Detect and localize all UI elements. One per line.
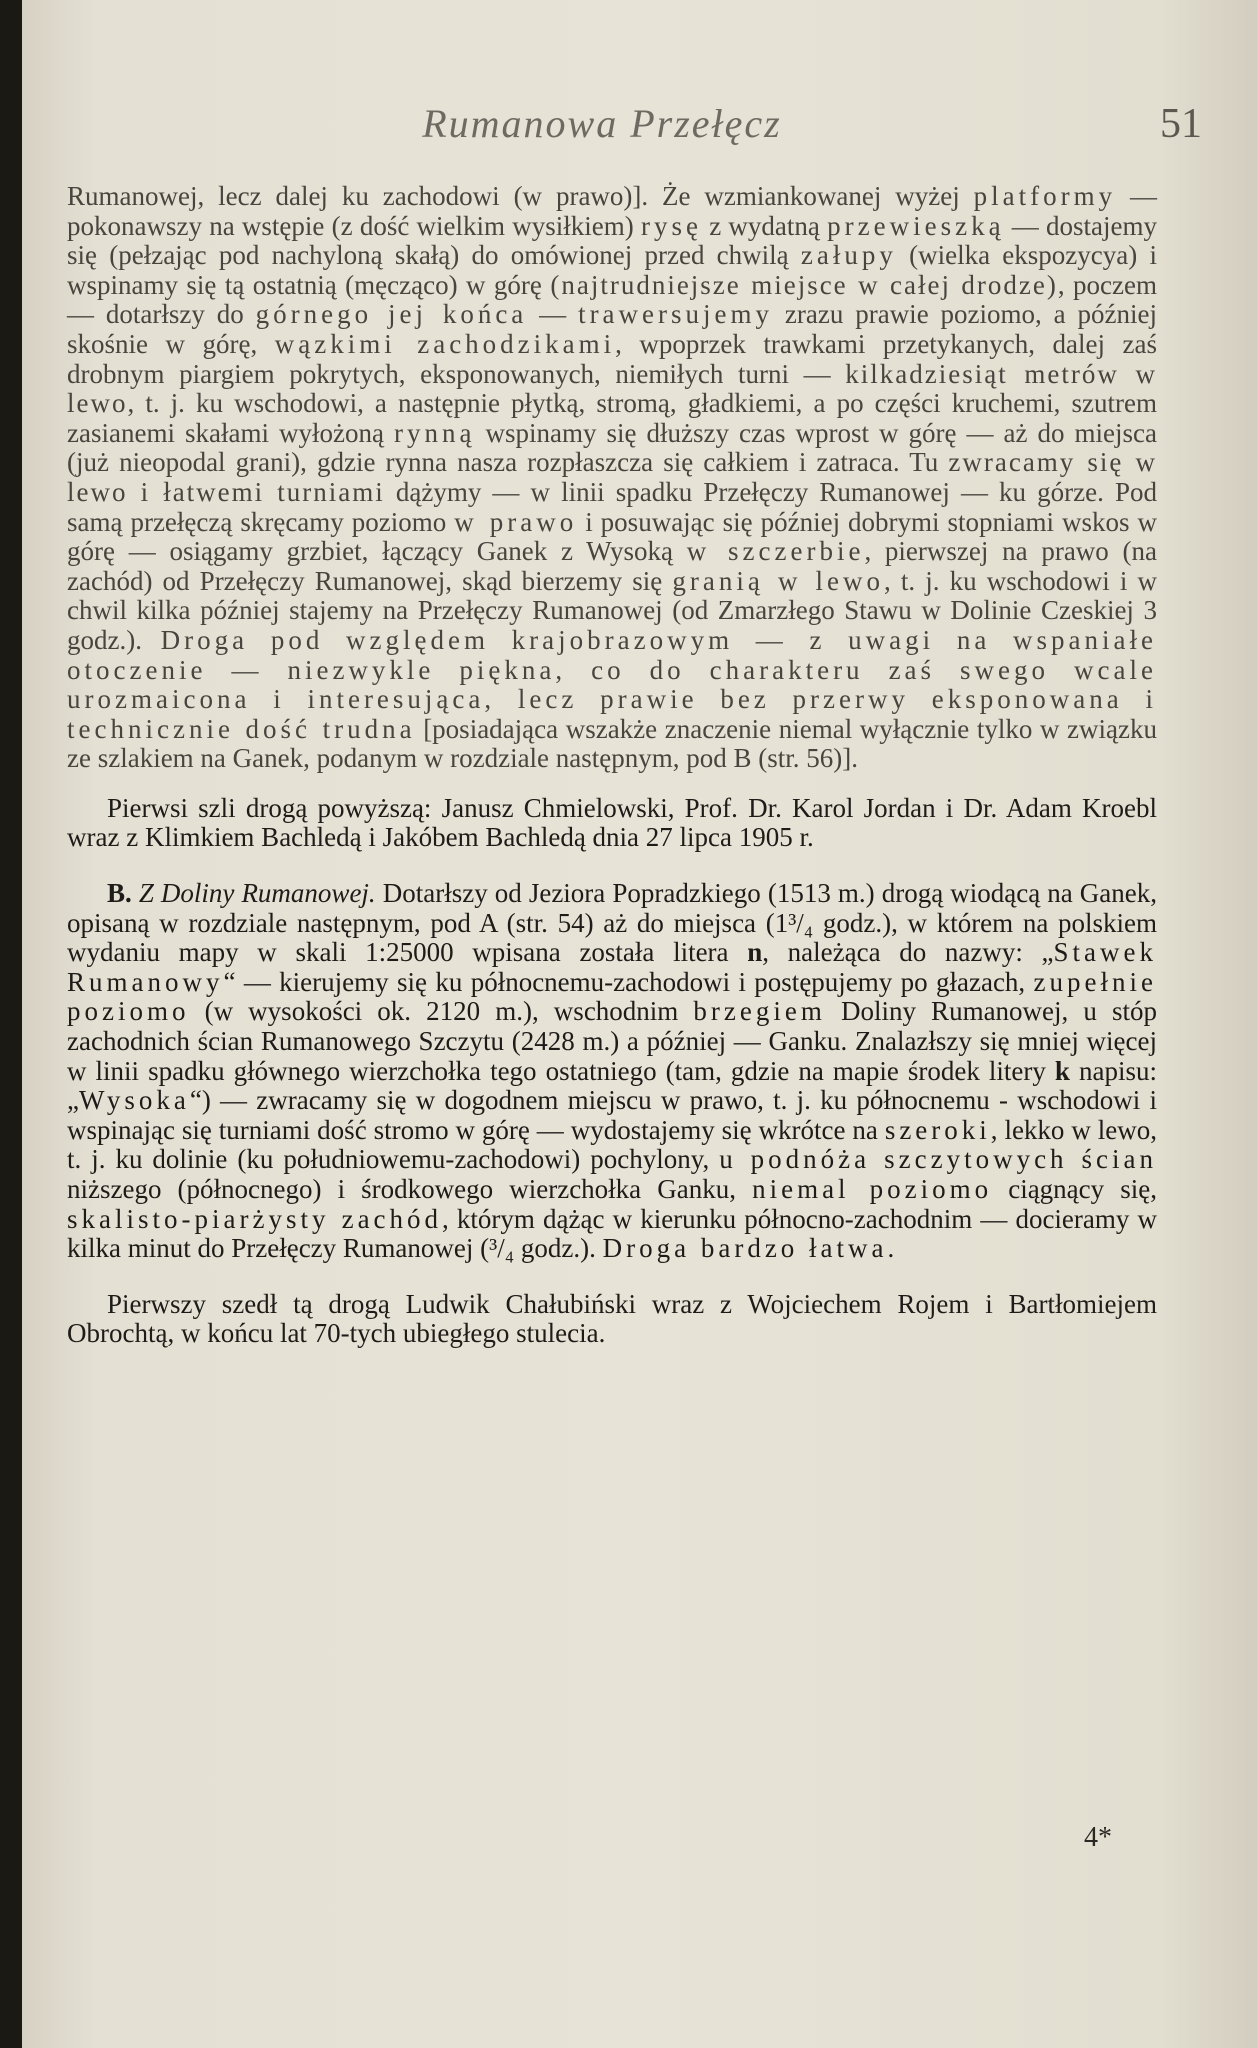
- spaced-term: zupełnie poziomo: [67, 966, 1157, 1027]
- spaced-term: rysę: [641, 210, 702, 241]
- text-run: , poczem — dotarłszy do: [67, 269, 1158, 330]
- page-header: [22, 100, 1257, 170]
- text-run: [posiadająca wszakże znaczenie niemal wyłącznie tylko w związku ze szlakiem na Ganek, podanym w rozdziale następnym, pod B (str. 56)].: [67, 713, 1157, 774]
- spaced-term: w prawo: [454, 506, 578, 537]
- section-heading: Z Doliny Rumanowej.: [138, 878, 376, 909]
- spaced-term: platformy: [973, 181, 1117, 211]
- spaced-term: górnego jej końca: [255, 299, 528, 330]
- text-run: , którym dążąc w kierunku północno-zachodnim — docieramy w kilka minut do Przełęczy Rumanowej (³/₄ godz.).: [67, 1203, 1158, 1264]
- spaced-term: kilkadziesiąt metrów w lewo: [67, 358, 1157, 419]
- paragraph-gap: [67, 853, 1157, 879]
- text-run: , t. j. ku wschodowi, a następnie płytką, stromą, gładkiemi, a po części kruchemi, szutrem zasianemi skałami wyłożoną: [67, 388, 1157, 448]
- spaced-term: brzegiem: [693, 996, 826, 1027]
- spaced-term: u podnóża szczytowych ścian: [719, 1144, 1158, 1175]
- paragraph-gap: [67, 774, 1157, 794]
- text-run: Doliny Rumanowej, u stóp zachodnich ścian Rumanowego Szczytu (2428 m.) a później — Ganku. Znalazłszy się mniej więcej w linii spadku głównego wierzchołka tego ostatniego (tam, gdzie na mapie środek litery: [67, 996, 1157, 1086]
- text-run: dążymy — w linii spadku Przełęczy Rumanowej — ku górze. Pod samą przełęczą skręcamy poziomo: [67, 476, 1157, 537]
- spaced-term: przewieszką: [827, 210, 1005, 241]
- text-run: z wydatną: [701, 210, 828, 241]
- text-run: i posuwając się później dobrymi stopniami wskos w górę — osiągamy grzbiet, łączący Ganek z Wysoką: [67, 506, 1158, 567]
- paragraph-gap: [67, 1264, 1157, 1290]
- body-text: [67, 182, 1157, 1349]
- text-run: , należąca do nazwy: „: [762, 937, 1054, 968]
- section-label: B.: [107, 878, 132, 909]
- spaced-term: granią w lewo: [672, 565, 885, 596]
- spaced-term: zwracamy się w lewo i łatwemi turniami: [67, 447, 1157, 507]
- text-run: niższego (północnego) i środkowego wierzchołka Ganku,: [67, 1174, 753, 1204]
- book-page: [22, 0, 1257, 2048]
- text-run: Dotarłszy od Jeziora Popradzkiego (1513 m.) drogą wiodącą na Ganek, opisaną w rozdziale następnym, pod A (str. 54) aż do miejsca (1³/₄ godz.), w którem na polskiem wydaniu mapy w skali 1:25000 wpisana została litera: [67, 878, 1157, 968]
- text-run: —: [527, 299, 579, 330]
- text-run: Rumanowej, lecz dalej ku zachodowi (w prawo)]. Że wzmiankowanej wyżej: [67, 181, 974, 211]
- paragraph-route-b: [67, 879, 1157, 1264]
- running-title: Rumanowa Przełęcz: [422, 101, 782, 146]
- spaced-term: trawersujemy: [578, 299, 774, 330]
- spaced-term: Wysoka: [78, 1085, 190, 1116]
- spaced-term: Droga bardzo łatwa.: [602, 1233, 899, 1264]
- paragraph-route-a-continued: [67, 182, 1157, 774]
- text-run: , t. j. ku wschodowi i w chwil kilka później stajemy na Przełęczy Rumanowej (od Zmarzłego Stawu w Dolinie Czeskiej 3 godz.).: [67, 565, 1157, 655]
- paragraph-first-ascent-a: Pierwsi szli drogą powyższą: Janusz Chmielowski, Prof. Dr. Karol Jordan i Dr. Adam Kroebl wraz z Klimkiem Bachledą i Jakóbem Bachledą dnia 27 lipca 1905 r.: [67, 792, 1157, 853]
- text-run: ciągnący się,: [992, 1174, 1157, 1204]
- text-run: (wielka ekspozycya) i wspinamy się tą ostatnią (męcząco) w górę: [67, 240, 1157, 300]
- spaced-term: (najtrudniejsze miejsce w całej drodze): [550, 269, 1058, 300]
- page-number: 51: [1160, 101, 1202, 147]
- text-run: wspinamy się dłuższy czas wprost w górę — aż do miejsca (już nieopodal grani), gdzie rynna nasza rozpłaszcza się całkiem i zatraca. Tu: [67, 417, 1157, 478]
- text-run: — pokonawszy na wstępie (z dość wielkim wysiłkiem): [67, 181, 1158, 241]
- spaced-term: w szczerbie: [686, 536, 865, 567]
- spaced-term: skalisto-piarżysty zachód: [67, 1203, 443, 1234]
- text-run: , pierwszej na prawo (na zachód) od Przełęczy Rumanowej, skąd bierzemy się: [67, 536, 1158, 596]
- spaced-term: szeroki: [884, 1114, 991, 1145]
- spaced-term: załupy: [800, 240, 897, 271]
- text-run: napisu: „: [67, 1055, 1157, 1116]
- text-run: , lekko w lewo, t. j. ku dolinie (ku południowemu-zachodowi) pochylony,: [67, 1114, 1157, 1175]
- signature-mark: 4*: [1084, 1822, 1112, 1853]
- text-run: “ — kierujemy się ku północnemu-zachodowi i postępujemy po głazach,: [223, 966, 1034, 997]
- text-run: zrazu prawie poziomo, a później skośnie w górę,: [67, 299, 1157, 359]
- spaced-term: Stawek Rumanowy: [67, 937, 1157, 997]
- text-run: — dostajemy się (pełzając pod nachyloną skałą) do omówionej przed chwilą: [67, 210, 1158, 271]
- spaced-term: rynną: [393, 417, 476, 448]
- map-letter: n: [747, 937, 763, 968]
- text-run: , wpoprzek trawkami przetykanych, dalej zaś drobnym piargiem pokrytych, eksponowanych, niemiłych turni —: [67, 328, 1157, 389]
- spaced-term: Droga pod względem krajobrazowym — z uwagi na wspaniałe otoczenie — niezwykle piękna, co do charakteru zaś swego wcale urozmaicona i interesująca, lecz prawie bez przerwy eksponowana i technicznie dość trudna: [67, 624, 1157, 744]
- spaced-term: niemal poziomo: [752, 1174, 993, 1204]
- text-run: (w wysokości ok. 2120 m.), wschodnim: [189, 996, 694, 1027]
- map-letter: k: [1054, 1055, 1070, 1086]
- spaced-term: wązkimi zachodzikami: [274, 328, 616, 359]
- text-run: “) — zwracamy się w dogodnem miejscu w prawo, t. j. ku północnemu - wschodowi i wspinając się turniami dość stromo w górę — wydostajemy się wkrótce na: [67, 1085, 1157, 1145]
- paragraph-first-ascent-b: Pierwszy szedł tą drogą Ludwik Chałubiński wraz z Wojciechem Rojem i Bartłomiejem Obrochtą, w końcu lat 70-tych ubiegłego stulecia.: [67, 1288, 1157, 1349]
